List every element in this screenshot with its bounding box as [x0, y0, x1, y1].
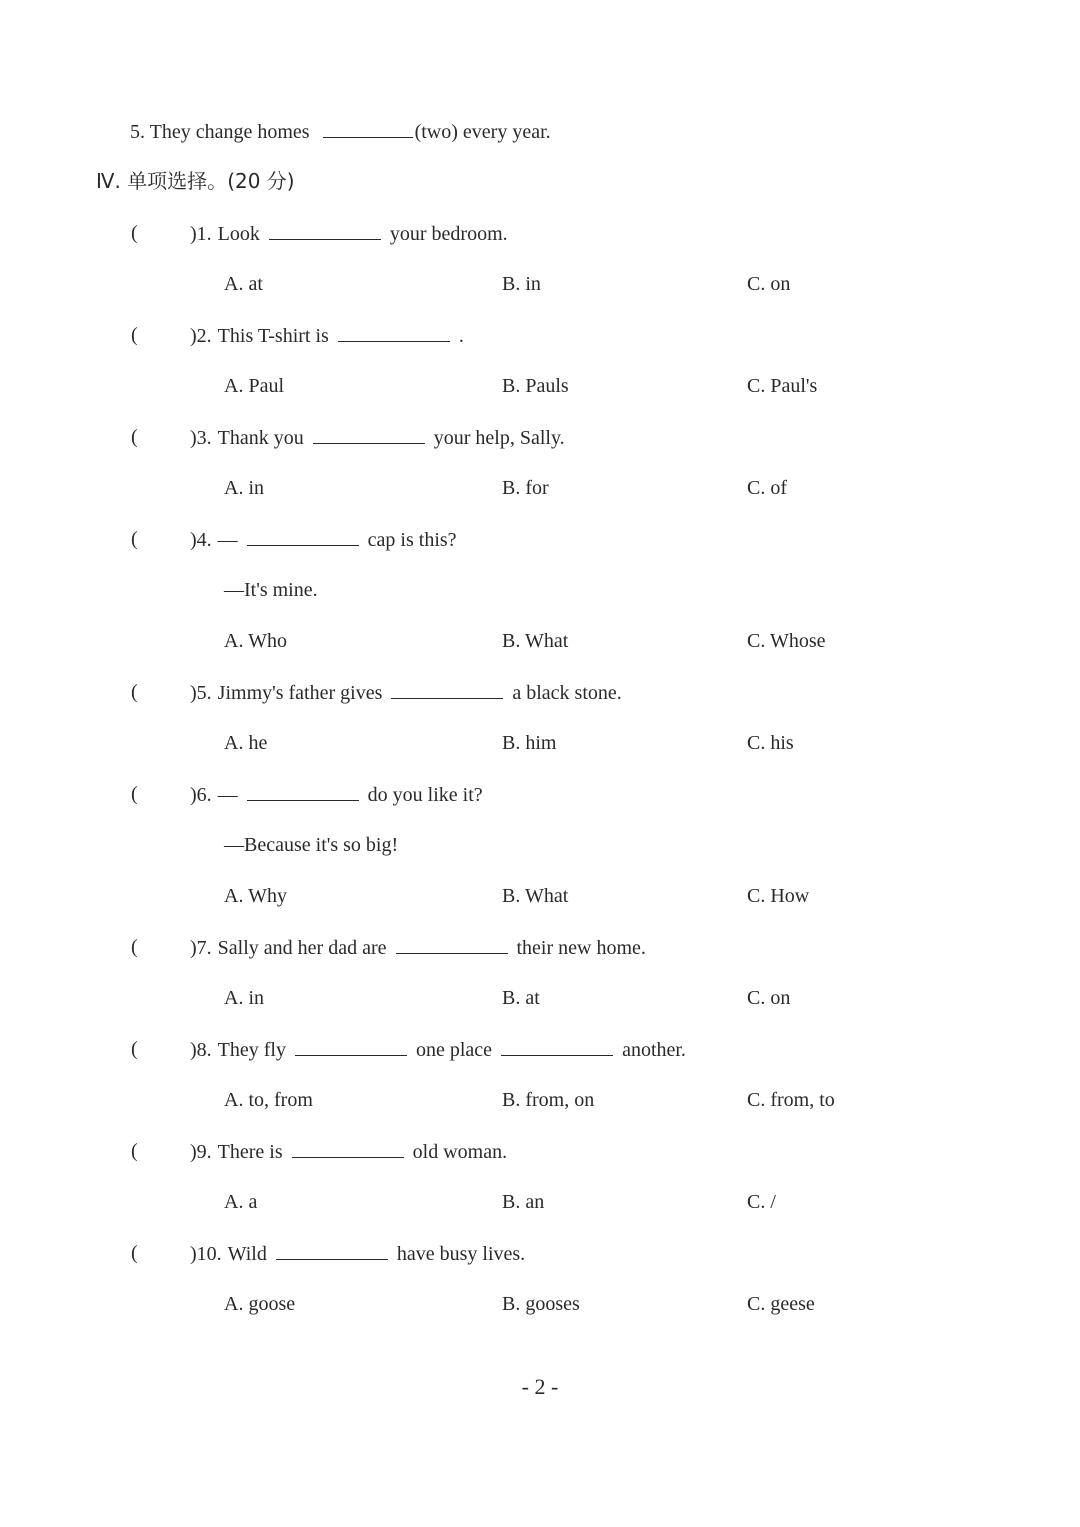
option-b[interactable]: B. What [502, 885, 569, 907]
option-a[interactable]: A. a [224, 1191, 258, 1213]
stem-before: This T-shirt is [217, 325, 329, 347]
question-number: )4. [190, 529, 212, 551]
question-stem [190, 1035, 686, 1064]
question-stem [190, 933, 646, 962]
option-b[interactable]: B. in [502, 273, 541, 295]
question-stem [190, 780, 483, 809]
dialogue-reply: —Because it's so big! [224, 834, 399, 856]
option-a[interactable]: A. in [224, 987, 264, 1009]
answer-blank[interactable] [323, 117, 413, 138]
dialogue-reply: —It's mine. [224, 579, 318, 601]
answer-paren[interactable]: ( [131, 1242, 138, 1264]
option-a[interactable]: A. in [224, 477, 264, 499]
option-b[interactable]: B. him [502, 732, 557, 754]
prev-item-label: 5. They change homes [130, 121, 310, 143]
stem-after: do you like it? [367, 784, 483, 806]
question-stem [190, 1137, 507, 1166]
stem-before: Jimmy's father gives [217, 682, 383, 704]
answer-blank[interactable] [276, 1239, 388, 1260]
stem-after: have busy lives. [396, 1243, 526, 1265]
answer-blank[interactable] [295, 1035, 407, 1056]
stem-before: They fly [217, 1039, 286, 1061]
option-c[interactable]: C. / [747, 1191, 776, 1213]
stem-after: your help, Sally. [433, 427, 565, 449]
question-number: )7. [190, 937, 212, 959]
page-number: - 2 - [521, 1374, 559, 1399]
stem-after: . [458, 325, 464, 347]
question-stem [190, 321, 464, 350]
option-b[interactable]: B. What [502, 630, 569, 652]
option-c[interactable]: C. on [747, 987, 791, 1009]
option-a[interactable]: A. Why [224, 885, 287, 907]
option-a[interactable]: A. Who [224, 630, 287, 652]
question-stem [190, 678, 622, 707]
option-a[interactable]: A. at [224, 273, 263, 295]
answer-paren[interactable]: ( [131, 324, 138, 346]
option-c[interactable]: C. his [747, 732, 794, 754]
stem-before: Sally and her dad are [217, 937, 387, 959]
section-points: (20 分) [227, 169, 295, 193]
question-stem [190, 525, 457, 554]
question-number: )10. [190, 1243, 222, 1265]
stem-middle: one place [415, 1039, 493, 1061]
option-c[interactable]: C. of [747, 477, 787, 499]
answer-paren[interactable]: ( [131, 1038, 138, 1060]
option-b[interactable]: B. an [502, 1191, 545, 1213]
question-number: )1. [190, 223, 212, 245]
answer-blank[interactable] [292, 1137, 404, 1158]
option-a[interactable]: A. Paul [224, 375, 284, 397]
question-stem [190, 219, 508, 248]
stem-before: — [217, 784, 238, 806]
stem-before: There is [217, 1141, 283, 1163]
answer-paren[interactable]: ( [131, 783, 138, 805]
option-c[interactable]: C. from, to [747, 1089, 835, 1111]
answer-paren[interactable]: ( [131, 222, 138, 244]
stem-after: cap is this? [367, 529, 457, 551]
answer-paren[interactable]: ( [131, 1140, 138, 1162]
option-b[interactable]: B. for [502, 477, 549, 499]
question-number: )8. [190, 1039, 212, 1061]
answer-blank[interactable] [501, 1035, 613, 1056]
answer-blank[interactable] [338, 321, 450, 342]
stem-before: Thank you [217, 427, 304, 449]
option-c[interactable]: C. Paul's [747, 375, 818, 397]
stem-after: your bedroom. [389, 223, 508, 245]
answer-blank[interactable] [247, 780, 359, 801]
prev-item-5 [130, 117, 551, 146]
option-b[interactable]: B. gooses [502, 1293, 580, 1315]
question-number: )9. [190, 1141, 212, 1163]
question-number: )3. [190, 427, 212, 449]
option-a[interactable]: A. goose [224, 1293, 296, 1315]
question-stem [190, 423, 565, 452]
option-b[interactable]: B. Pauls [502, 375, 569, 397]
option-c[interactable]: C. Whose [747, 630, 826, 652]
section-numeral: Ⅳ. [96, 169, 121, 193]
prev-item-hint: (two) every year. [414, 121, 551, 143]
stem-after: another. [622, 1039, 686, 1061]
stem-before: Look [217, 223, 260, 245]
section-heading [96, 167, 295, 195]
option-a[interactable]: A. to, from [224, 1089, 313, 1111]
question-number: )6. [190, 784, 212, 806]
stem-after: their new home. [516, 937, 646, 959]
answer-blank[interactable] [269, 219, 381, 240]
answer-paren[interactable]: ( [131, 681, 138, 703]
question-stem [190, 1239, 525, 1268]
stem-before: — [217, 529, 238, 551]
answer-blank[interactable] [313, 423, 425, 444]
answer-paren[interactable]: ( [131, 426, 138, 448]
stem-after: a black stone. [512, 682, 622, 704]
option-c[interactable]: C. How [747, 885, 810, 907]
option-c[interactable]: C. geese [747, 1293, 815, 1315]
option-b[interactable]: B. at [502, 987, 540, 1009]
option-a[interactable]: A. he [224, 732, 268, 754]
option-b[interactable]: B. from, on [502, 1089, 595, 1111]
question-number: )5. [190, 682, 212, 704]
section-title: 单项选择。 [127, 169, 228, 193]
answer-blank[interactable] [396, 933, 508, 954]
stem-before: Wild [227, 1243, 267, 1265]
question-number: )2. [190, 325, 212, 347]
answer-paren[interactable]: ( [131, 528, 138, 550]
stem-after: old woman. [412, 1141, 508, 1163]
answer-blank[interactable] [247, 525, 359, 546]
option-c[interactable]: C. on [747, 273, 791, 295]
answer-blank[interactable] [391, 678, 503, 699]
answer-paren[interactable]: ( [131, 936, 138, 958]
